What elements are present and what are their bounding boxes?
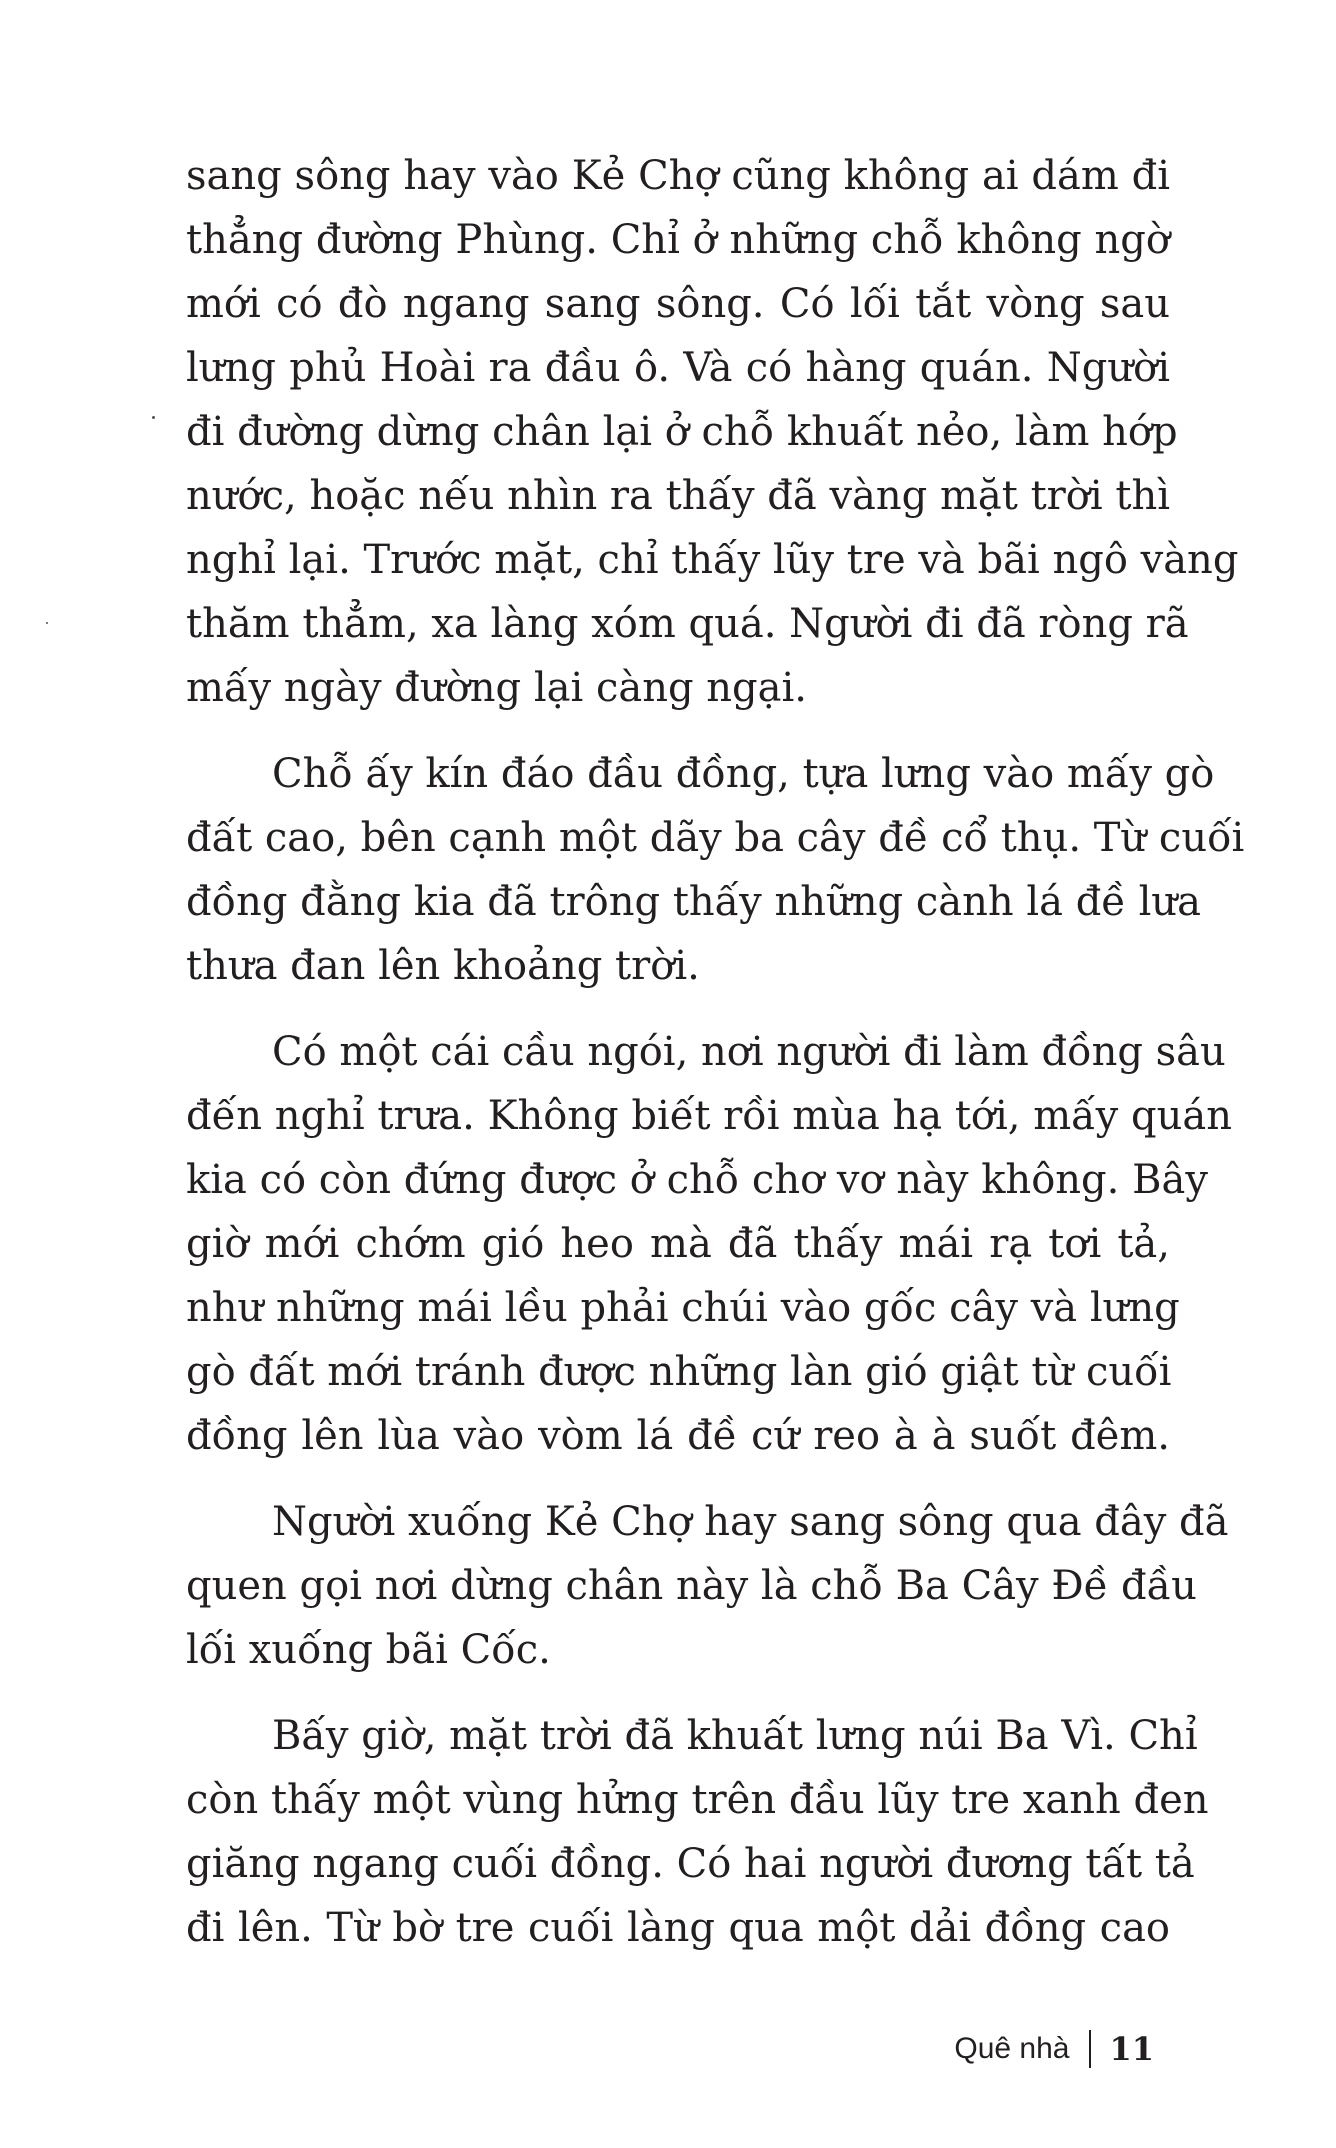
paragraph-1 <box>186 144 1239 720</box>
text-line: thăm thẳm, xa làng xóm quá. Người đi đã ròng rã <box>186 601 1189 647</box>
text-line: đồng đằng kia đã trông thấy những cành lá đề lưa <box>186 879 1202 925</box>
text-line: thẳng đường Phùng. Chỉ ở những chỗ không ngờ <box>186 217 1170 263</box>
text-line: Chỗ ấy kín đáo đầu đồng, tựa lưng vào mấy gò <box>272 751 1215 797</box>
text-line: nước, hoặc nếu nhìn ra thấy đã vàng mặt trời thì <box>186 473 1170 519</box>
text-line: lối xuống bãi Cốc. <box>186 1627 551 1673</box>
text-line: quen gọi nơi dừng chân này là chỗ Ba Cây Đề đầu <box>186 1563 1197 1609</box>
text-line: đi đường dừng chân lại ở chỗ khuất nẻo, làm hớp <box>186 409 1178 455</box>
text-line: đất cao, bên cạnh một dãy ba cây đề cổ thụ. Từ cuối <box>186 815 1245 861</box>
text-line: đồng lên lùa vào vòm lá đề cứ reo à à suốt đêm. <box>186 1413 1170 1459</box>
print-speck <box>152 416 155 419</box>
text-line: Người xuống Kẻ Chợ hay sang sông qua đây đã <box>272 1499 1229 1545</box>
text-line: giăng ngang cuối đồng. Có hai người đương tất tả <box>186 1841 1195 1887</box>
text-line: đến nghỉ trưa. Không biết rồi mùa hạ tới, mấy quán <box>186 1093 1232 1139</box>
paragraph-4 <box>186 1490 1229 1682</box>
text-line: sang sông hay vào Kẻ Chợ cũng không ai dám đi <box>186 153 1170 199</box>
footer-divider <box>1089 2030 1091 2068</box>
body-text <box>186 144 1245 1982</box>
text-line: Bấy giờ, mặt trời đã khuất lưng núi Ba Vì. Chỉ <box>272 1713 1198 1759</box>
text-line: giờ mới chớm gió heo mà đã thấy mái rạ tơi tả, <box>186 1221 1170 1267</box>
page-footer <box>954 2026 1154 2072</box>
text-line: như những mái lều phải chúi vào gốc cây và lưng <box>186 1285 1180 1331</box>
paragraph-3 <box>186 1020 1232 1468</box>
text-line: lưng phủ Hoài ra đầu ô. Và có hàng quán. Người <box>186 345 1170 391</box>
page-number: 11 <box>1109 2030 1154 2068</box>
print-speck <box>46 622 48 624</box>
text-line: đi lên. Từ bờ tre cuối làng qua một dải đồng cao <box>186 1905 1170 1951</box>
paragraph-2 <box>186 742 1245 998</box>
paragraph-5 <box>186 1704 1209 1960</box>
text-line: kia có còn đứng được ở chỗ chơ vơ này không. Bây <box>186 1157 1208 1203</box>
text-line: gò đất mới tránh được những làn gió giật từ cuối <box>186 1349 1172 1395</box>
text-line: nghỉ lại. Trước mặt, chỉ thấy lũy tre và bãi ngô vàng <box>186 537 1239 583</box>
text-line: còn thấy một vùng hửng trên đầu lũy tre xanh đen <box>186 1777 1209 1823</box>
text-line: Có một cái cầu ngói, nơi người đi làm đồng sâu <box>272 1029 1226 1075</box>
text-line: mấy ngày đường lại càng ngại. <box>186 665 808 711</box>
text-line: thưa đan lên khoảng trời. <box>186 943 700 989</box>
running-title: Quê nhà <box>954 2032 1070 2065</box>
text-line: mới có đò ngang sang sông. Có lối tắt vòng sau <box>186 281 1170 327</box>
